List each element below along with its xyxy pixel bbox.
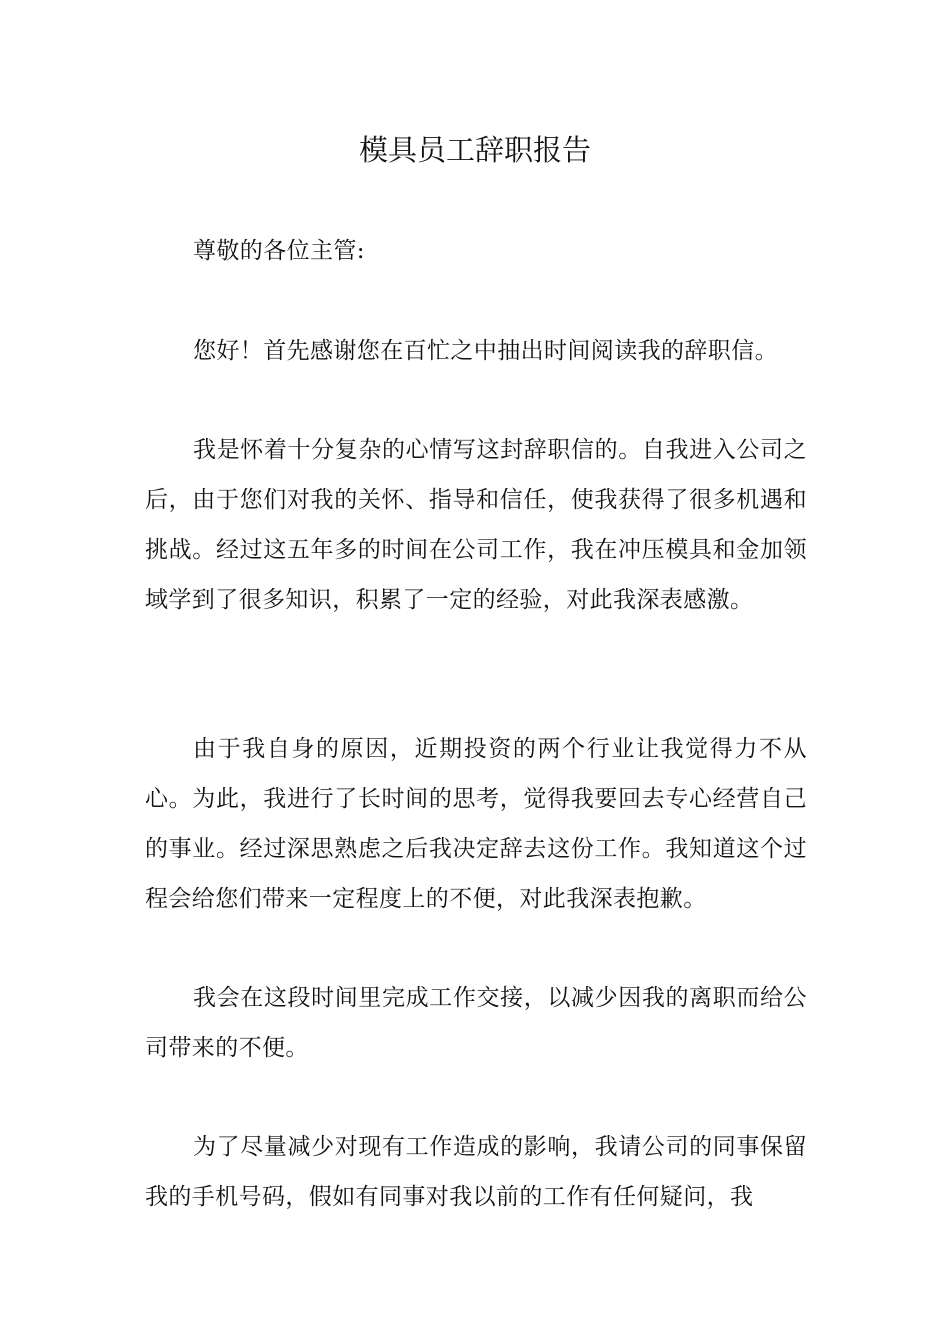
paragraph-handover: 我会在这段时间里完成工作交接，以减少因我的离职而给公司带来的不便。	[145, 985, 807, 1061]
salutation: 尊敬的各位主管:	[193, 238, 365, 264]
document-title: 模具员工辞职报告	[358, 133, 591, 167]
paragraph-reason: 由于我自身的原因，近期投资的两个行业让我觉得力不从心。为此，我进行了长时间的思考，觉得我要回去专心经营自己的事业。经过深思熟虑之后我决定辞去这份工作。我知道这个过程会给您们带来一定程度上的不便，对此我深表抱歉。	[145, 736, 807, 912]
paragraph-contact: 为了尽量减少对现有工作造成的影响，我请公司的同事保留我的手机号码，假如有同事对我以前的工作有任何疑问，我	[145, 1134, 807, 1210]
paragraph-greeting: 您好！首先感谢您在百忙之中抽出时间阅读我的辞职信。	[193, 338, 778, 364]
paragraph-gratitude: 我是怀着十分复杂的心情写这封辞职信的。自我进入公司之后，由于您们对我的关怀、指导和信任，使我获得了很多机遇和挑战。经过这五年多的时间在公司工作，我在冲压模具和金加领域学到了很多知识，积累了一定的经验，对此我深表感激。	[145, 437, 807, 613]
